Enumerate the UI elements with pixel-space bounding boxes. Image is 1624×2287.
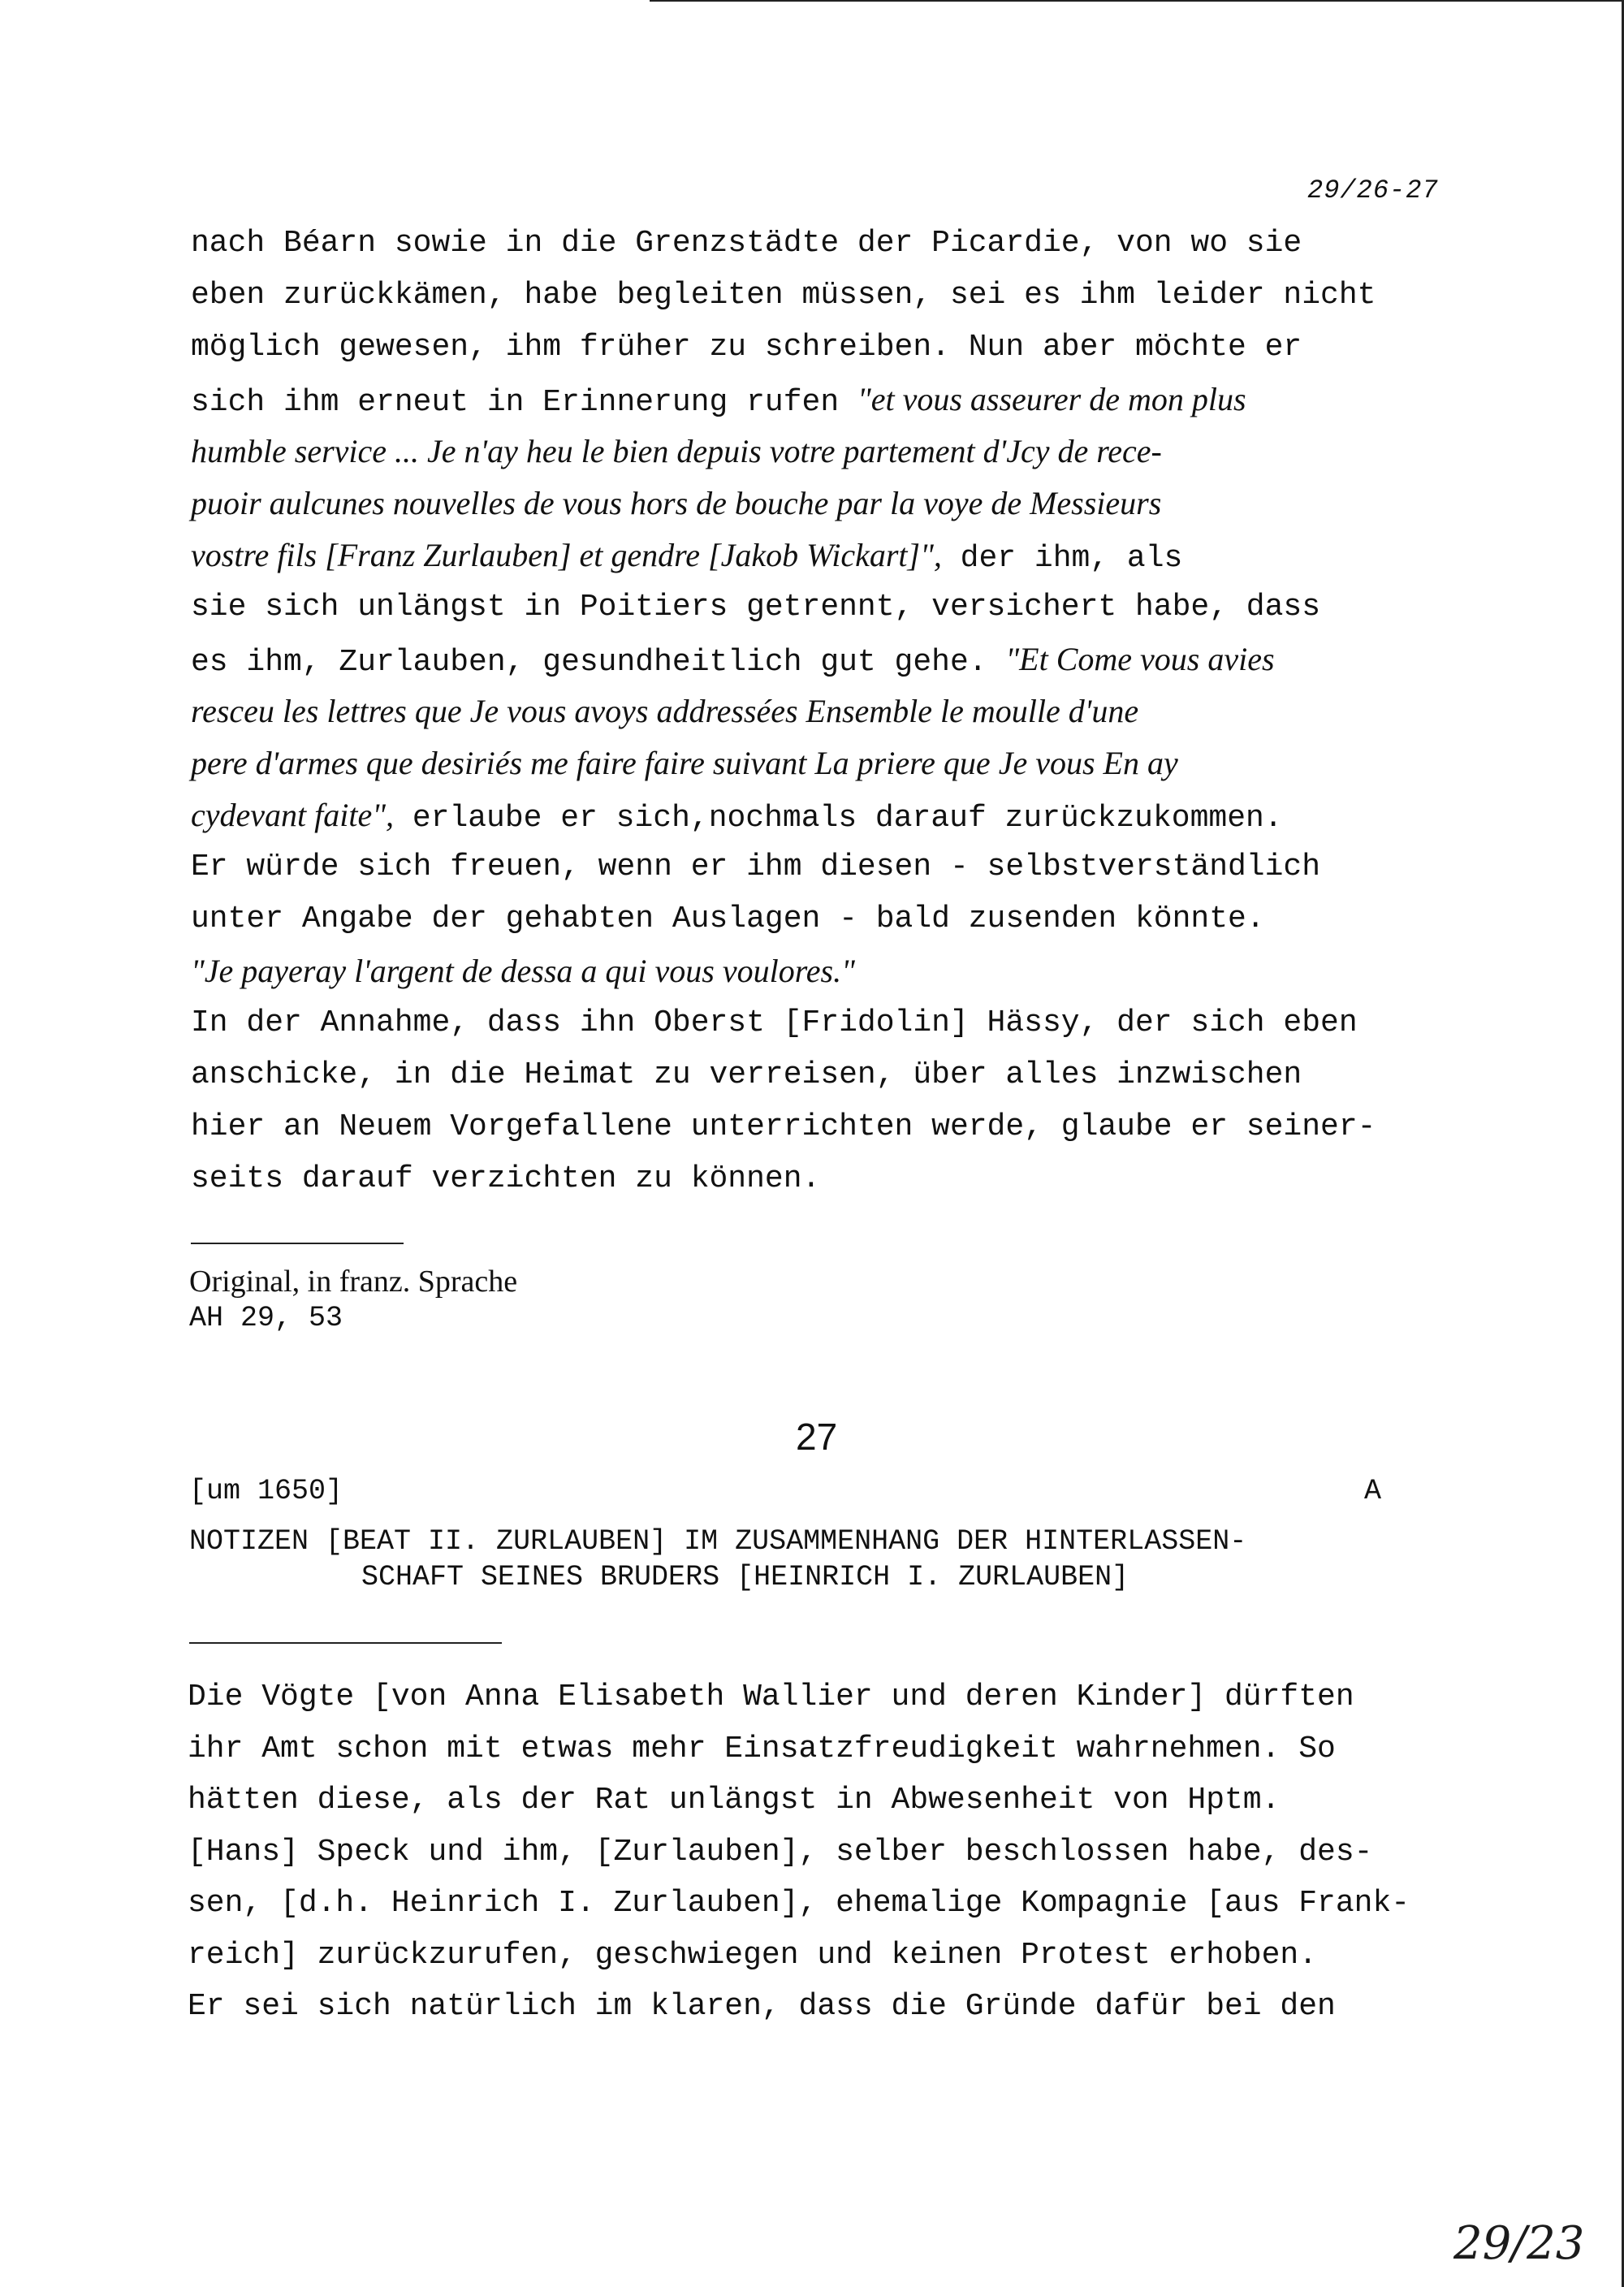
text-segment: sie sich unlängst in Poitiers getrennt, versichert habe, dass xyxy=(191,590,1321,625)
paragraph1-line xyxy=(191,478,1161,533)
paragraph1-line xyxy=(191,426,1162,481)
paragraph1-line xyxy=(191,374,1246,429)
paragraph1-line xyxy=(191,581,1320,633)
text-segment: Er würde sich freuen, wenn er ihm diesen - selbstverständlich xyxy=(191,850,1321,884)
paragraph1-line xyxy=(191,685,1138,741)
text-segment: anschicke, in die Heimat zu verreisen, über alles inzwischen xyxy=(191,1057,1302,1092)
paragraph1-line xyxy=(191,1101,1376,1153)
heading-separator xyxy=(189,1642,502,1644)
text-segment: hier an Neuem Vorgefallene unterrichten werde, glaube er seiner- xyxy=(191,1109,1376,1144)
heading-line-1: NOTIZEN [BEAT II. ZURLAUBEN] IM ZUSAMMENHANG DER HINTERLASSEN- xyxy=(189,1525,1247,1558)
french-quote-segment: "Et Come vous avies xyxy=(1005,641,1275,677)
page-reference: 29/26-27 xyxy=(1307,175,1439,205)
french-quote-segment: cydevant faite", xyxy=(191,797,395,833)
text-segment: sich ihm erneut in Erinnerung rufen xyxy=(191,385,857,420)
paragraph1-line xyxy=(191,530,1182,585)
handwritten-folio-number: 29/23 xyxy=(1453,2217,1585,2270)
paragraph1-line xyxy=(191,1153,820,1205)
footnote-separator xyxy=(191,1243,404,1244)
french-quote-segment: vostre fils [Franz Zurlauben] et gendre [Jakob Wickart]", xyxy=(191,537,942,573)
text-segment: unter Angabe der gehabten Auslagen - bald zusenden könnte. xyxy=(191,901,1265,936)
footnote-archive-ref: AH 29, 53 xyxy=(189,1302,343,1334)
heading-line-2: SCHAFT SEINES BRUDERS [HEINRICH I. ZURLAUBEN] xyxy=(361,1561,1129,1593)
text-segment: der ihm, als xyxy=(941,541,1183,576)
paragraph1-line xyxy=(191,633,1275,689)
paragraph1-line xyxy=(191,737,1178,793)
paragraph1-line xyxy=(191,789,1283,845)
paragraph2-line: Er sei sich natürlich im klaren, dass die Gründe dafür bei den xyxy=(188,1989,1336,2024)
paragraph2-line: Die Vögte [von Anna Elisabeth Wallier und deren Kinder] dürften xyxy=(188,1680,1354,1714)
french-quote-segment: pere d'armes que desiriés me faire faire suivant La priere que Je vous En ay xyxy=(191,745,1178,781)
french-quote-segment: humble service ... Je n'ay heu le bien depuis votre partement d'Jcy de rece- xyxy=(191,433,1162,469)
paragraph1-line xyxy=(191,270,1376,322)
paragraph2-line: [Hans] Speck und ihm, [Zurlauben], selber beschlossen habe, des- xyxy=(188,1834,1373,1870)
text-segment: In der Annahme, dass ihn Oberst [Fridolin] Hässy, der sich eben xyxy=(191,1005,1358,1040)
text-segment: es ihm, Zurlauben, gesundheitlich gut gehe. xyxy=(191,645,1006,680)
paragraph1-line xyxy=(191,218,1302,270)
paragraph2-line: ihr Amt schon mit etwas mehr Einsatzfreudigkeit wahrnehmen. So xyxy=(188,1731,1336,1766)
footnote-source: Original, in franz. Sprache xyxy=(189,1265,518,1299)
paragraph1-line xyxy=(191,945,855,1001)
french-quote-segment: puoir aulcunes nouvelles de vous hors de bouche par la voye de Messieurs xyxy=(191,485,1162,521)
paragraph2-line: reich] zurückzurufen, geschwiegen und keinen Protest erhoben. xyxy=(188,1937,1318,1973)
paragraph1-line xyxy=(191,893,1265,945)
document-marker: A xyxy=(1364,1475,1382,1507)
top-border-line xyxy=(650,0,1624,2)
document-date: [um 1650] xyxy=(189,1475,343,1507)
document-number: 27 xyxy=(796,1416,838,1458)
text-segment: seits darauf verzichten zu können. xyxy=(191,1161,821,1196)
paragraph2-line: hätten diese, als der Rat unlängst in Abwesenheit von Hptm. xyxy=(188,1783,1281,1818)
paragraph1-line xyxy=(191,841,1320,893)
french-quote-segment: resceu les lettres que Je vous avoys addressées Ensemble le moulle d'une xyxy=(191,693,1139,729)
french-quote-segment: "Je payeray l'argent de dessa a qui vous voulores." xyxy=(191,953,855,989)
paragraph1-line xyxy=(191,322,1302,374)
text-segment: nach Béarn sowie in die Grenzstädte der Picardie, von wo sie xyxy=(191,226,1302,261)
text-segment: eben zurückkämen, habe begleiten müssen, sei es ihm leider nicht xyxy=(191,278,1376,313)
french-quote-segment: "et vous asseurer de mon plus xyxy=(857,381,1246,417)
text-segment: möglich gewesen, ihm früher zu schreiben. Nun aber möchte er xyxy=(191,330,1302,365)
paragraph2-line: sen, [d.h. Heinrich I. Zurlauben], ehemalige Kompagnie [aus Frank- xyxy=(188,1886,1410,1921)
paragraph1-line xyxy=(191,997,1358,1049)
paragraph1-line xyxy=(191,1049,1302,1101)
text-segment: erlaube er sich,nochmals darauf zurückzukommen. xyxy=(394,801,1283,836)
